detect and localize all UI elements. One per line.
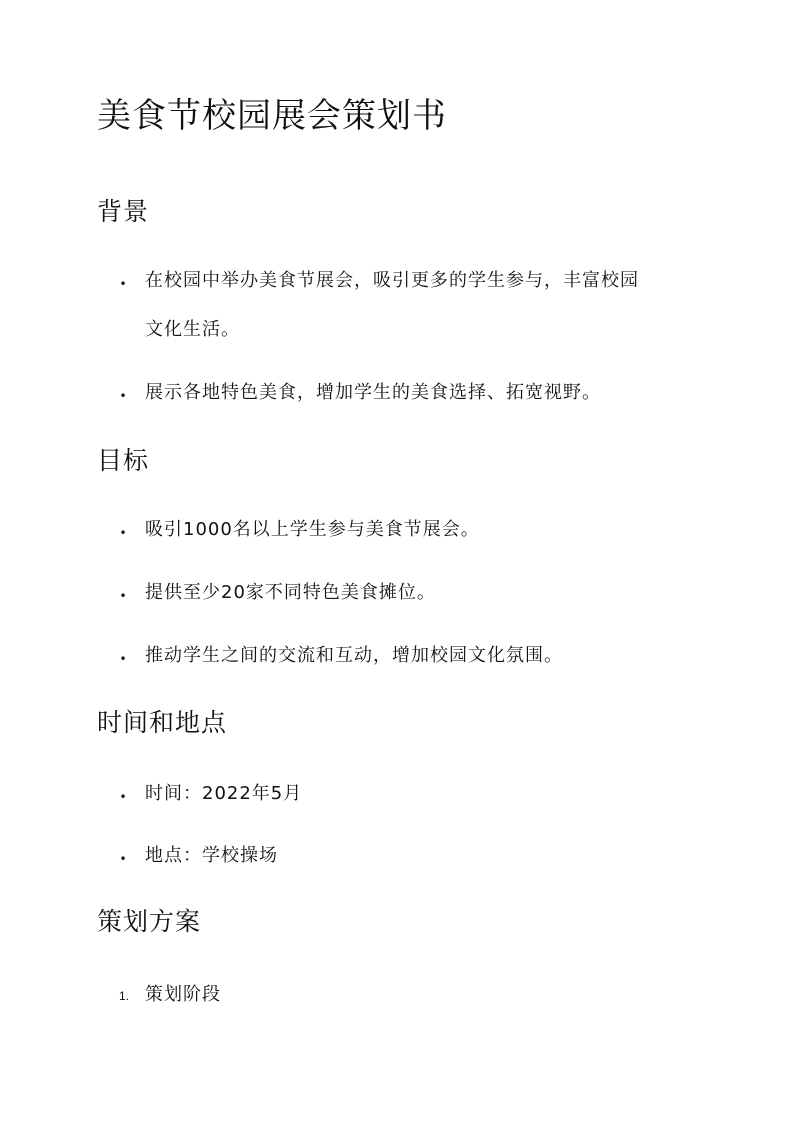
section-heading-goals: 目标 bbox=[97, 446, 150, 475]
list-item-text: 在校园中举办美食节展会，吸引更多的学生参与，丰富校园 bbox=[145, 270, 639, 291]
ordered-list-item-text: 策划阶段 bbox=[145, 984, 221, 1005]
list-item-text: 展示各地特色美食，增加学生的美食选择、拓宽视野。 bbox=[145, 382, 601, 403]
section-heading-background: 背景 bbox=[97, 197, 150, 226]
bullet-marker: • bbox=[119, 589, 127, 603]
document-title: 美食节校园展会策划书 bbox=[97, 96, 447, 136]
list-item-text-continued: 文化生活。 bbox=[145, 319, 240, 340]
list-item-text: 吸引1000名以上学生参与美食节展会。 bbox=[145, 519, 480, 540]
bullet-marker: • bbox=[119, 389, 127, 403]
list-item-text: 推动学生之间的交流和互动，增加校园文化氛围。 bbox=[145, 645, 563, 666]
list-item-text: 时间：2022年5月 bbox=[145, 783, 303, 804]
bullet-marker: • bbox=[119, 852, 127, 866]
ordered-list-marker: 1. bbox=[119, 989, 130, 1003]
bullet-marker: • bbox=[119, 526, 127, 540]
section-heading-time-location: 时间和地点 bbox=[97, 708, 228, 737]
section-heading-plan: 策划方案 bbox=[97, 907, 202, 936]
bullet-marker: • bbox=[119, 790, 127, 804]
list-item-text: 提供至少20家不同特色美食摊位。 bbox=[145, 582, 436, 603]
list-item-text: 地点：学校操场 bbox=[145, 845, 278, 866]
bullet-marker: • bbox=[119, 277, 127, 291]
bullet-marker: • bbox=[119, 652, 127, 666]
